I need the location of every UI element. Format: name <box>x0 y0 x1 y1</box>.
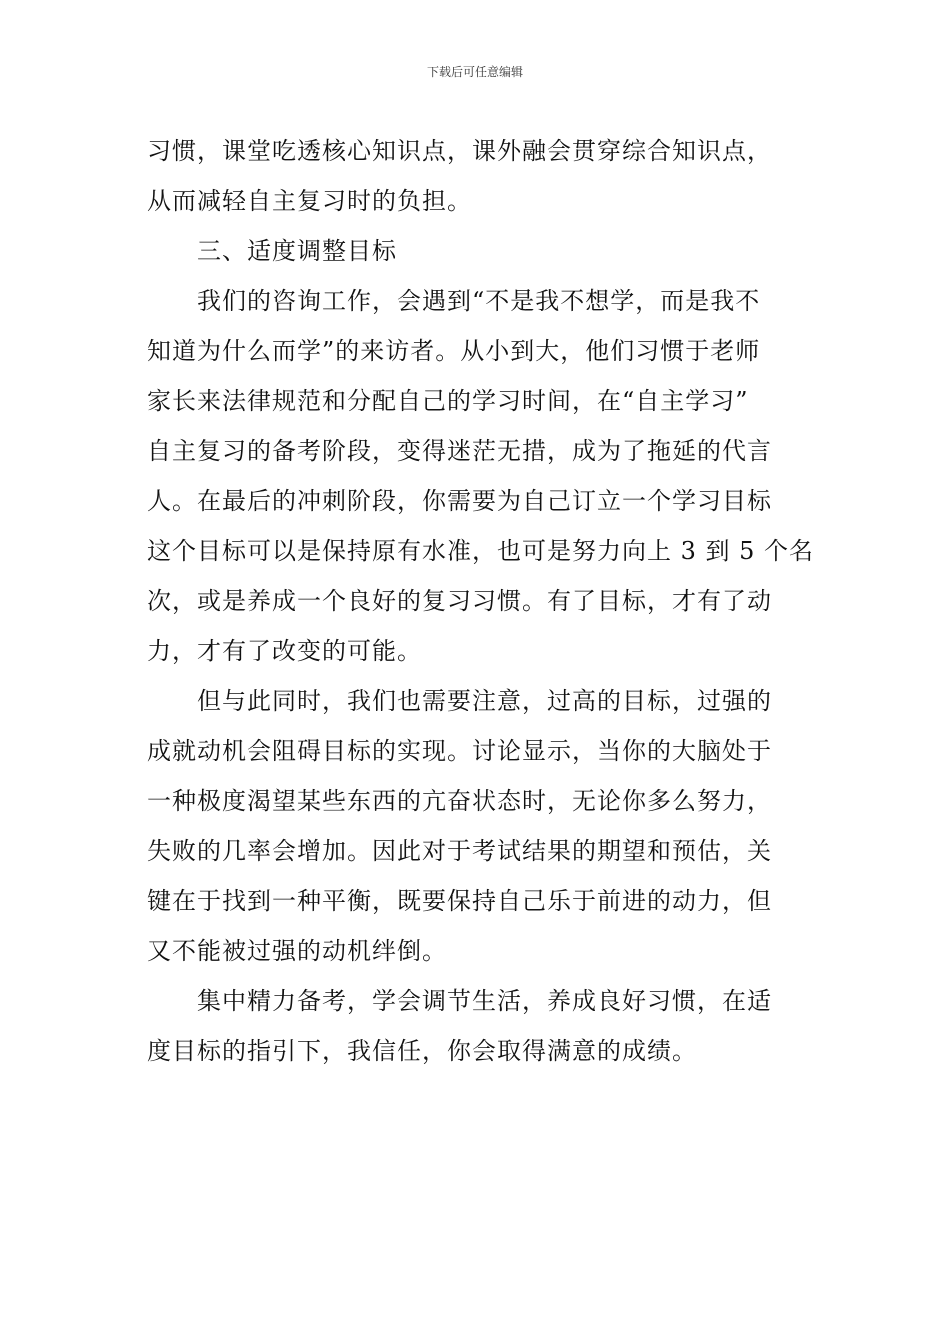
text-line: 又不能被过强的动机绊倒。 <box>147 937 447 965</box>
text-line: 次，或是养成一个良好的复习习惯。有了目标，才有了动 <box>147 587 772 615</box>
document-body <box>147 126 815 1076</box>
text-line: 这个目标可以是保持原有水准，也可是努力向上 3 到 5 个名 <box>147 537 815 565</box>
text-line: 习惯，课堂吃透核心知识点，课外融会贯穿综合知识点， <box>147 137 772 165</box>
text-line: 键在于找到一种平衡，既要保持自己乐于前进的动力，但 <box>147 887 772 915</box>
text-line: 知道为什么而学”的来访者。从小到大，他们习惯于老师 <box>147 337 761 365</box>
text-line: 人。在最后的冲刺阶段，你需要为自己订立一个学习目标 <box>147 487 772 515</box>
text-line: 家长来法律规范和分配自己的学习时间，在“自主学习” <box>147 387 749 415</box>
text-line: 集中精力备考，学会调节生活，养成良好习惯，在适 <box>197 987 772 1015</box>
text-line: 从而减轻自主复习时的负担。 <box>147 187 472 215</box>
text-line: 失败的几率会增加。因此对于考试结果的期望和预估，关 <box>147 837 772 865</box>
section-heading: 三、适度调整目标 <box>197 237 397 265</box>
text-line: 自主复习的备考阶段，变得迷茫无措，成为了拖延的代言 <box>147 437 772 465</box>
text-line: 力，才有了改变的可能。 <box>147 637 422 665</box>
text-line: 但与此同时，我们也需要注意，过高的目标，过强的 <box>197 687 772 715</box>
text-line: 成就动机会阻碍目标的实现。讨论显示，当你的大脑处于 <box>147 737 772 765</box>
text-line: 度目标的指引下，我信任，你会取得满意的成绩。 <box>147 1037 697 1065</box>
text-line: 我们的咨询工作，会遇到“不是我不想学，而是我不 <box>197 287 761 315</box>
page-header: 下载后可任意编辑 <box>426 65 523 79</box>
text-line: 一种极度渴望某些东西的亢奋状态时，无论你多么努力， <box>147 787 772 815</box>
